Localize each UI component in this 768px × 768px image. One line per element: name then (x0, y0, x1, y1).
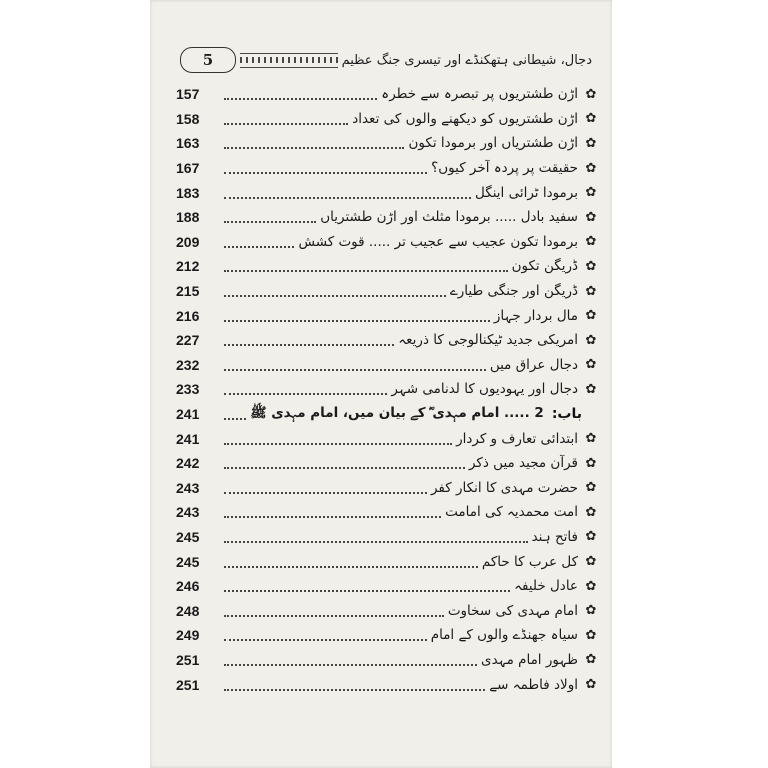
toc-page-number: 241 (176, 406, 200, 423)
toc-leader-dots (224, 334, 394, 346)
toc-entry-title: امریکی جدید ٹیکنالوجی کا ذریعہ (398, 332, 578, 349)
toc-page-number: 243 (176, 479, 200, 496)
flower-bullet-icon: ✿ (585, 234, 597, 250)
toc-page-number: 241 (176, 430, 200, 447)
toc-page-number: 188 (176, 209, 200, 226)
flower-bullet-icon: ✿ (585, 431, 597, 447)
toc-entry-title: اولاد فاطمہ سے (489, 676, 578, 693)
toc-entry-title: اڑن طشتریوں پر تبصرہ سے خطرہ (381, 86, 578, 103)
toc-page-number: 251 (176, 651, 200, 668)
toc-leader-dots (224, 629, 427, 641)
toc-leader-dots (224, 236, 294, 248)
flower-bullet-icon: ✿ (585, 455, 597, 471)
book-page (150, 0, 612, 768)
toc-entry-title: اڑن طشتریاں اور برمودا تکون (408, 135, 578, 152)
toc-page-number: 249 (176, 627, 200, 644)
toc-page-number: 251 (176, 676, 200, 693)
toc-leader-dots (224, 162, 427, 174)
flower-bullet-icon: ✿ (585, 578, 597, 594)
flower-bullet-icon: ✿ (585, 185, 597, 201)
flower-bullet-icon: ✿ (585, 283, 597, 299)
toc-leader-dots (224, 383, 387, 395)
toc-row (176, 254, 600, 279)
toc-row (176, 131, 600, 156)
toc-leader-dots (224, 580, 510, 592)
toc-leader-dots (224, 260, 508, 272)
toc-entry-title: ظہور امام مہدی (481, 651, 578, 668)
toc-leader-dots (224, 679, 485, 691)
flower-bullet-icon: ✿ (585, 111, 597, 127)
toc-page-number: 227 (176, 332, 200, 349)
flower-bullet-icon: ✿ (585, 332, 597, 348)
toc-row (176, 82, 600, 107)
toc-leader-dots (224, 433, 452, 445)
toc-row (176, 353, 600, 378)
flower-bullet-icon: ✿ (585, 381, 597, 397)
toc-leader-dots (224, 605, 444, 617)
toc-entry-title: امام مہدی کی سخاوت (447, 602, 578, 619)
toc-page-number: 157 (176, 86, 200, 103)
table-of-contents (176, 82, 600, 697)
toc-entry-title: سیاہ جھنڈے والوں کے امام (430, 627, 578, 644)
flower-bullet-icon: ✿ (585, 160, 597, 176)
book-title: دجال، شیطانی ہتھکنڈے اور تیسری جنگ عظیم (341, 52, 592, 68)
toc-entry-title: برمودا ٹرائی اینگل (475, 184, 578, 201)
toc-entry-title: ابتدائی تعارف و کردار (456, 430, 578, 447)
toc-entry-title: عادل خلیفہ (514, 578, 578, 595)
toc-page-number: 232 (176, 356, 200, 373)
toc-entry-title: قرآن مجید میں ذکر (468, 455, 578, 472)
toc-leader-dots (224, 285, 446, 297)
flower-bullet-icon: ✿ (585, 529, 597, 545)
toc-entry-title: دجال اور یہودیوں کا لدنامی شہر (391, 381, 578, 398)
toc-row (176, 648, 600, 673)
toc-page-number: 163 (176, 135, 200, 152)
toc-row (176, 328, 600, 353)
toc-leader-dots (224, 408, 246, 420)
flower-bullet-icon: ✿ (585, 308, 597, 324)
toc-row (176, 549, 600, 574)
toc-leader-dots (224, 310, 490, 322)
toc-row (176, 156, 600, 181)
toc-row (176, 180, 600, 205)
toc-leader-dots (224, 506, 441, 518)
toc-entry-title: ڈریگن اور جنگی طیارے (449, 283, 578, 300)
toc-leader-dots (224, 457, 465, 469)
toc-page-number: 248 (176, 602, 200, 619)
toc-entry-title: 2 ..... امام مہدی ؓ کے بیان میں، امام مہدی ﷺ (250, 405, 544, 422)
toc-page-number: 158 (176, 110, 200, 127)
toc-entry-title: ڈریگن تکون (511, 258, 578, 275)
toc-leader-dots (224, 482, 427, 494)
toc-row (176, 623, 600, 648)
toc-entry-title: حضرت مہدی کا انکار کفر (430, 479, 578, 496)
toc-leader-dots (224, 137, 404, 149)
page-number: 5 (180, 47, 236, 73)
toc-page-number: 183 (176, 184, 200, 201)
flower-bullet-icon: ✿ (585, 357, 597, 373)
flower-bullet-icon: ✿ (585, 86, 597, 102)
toc-entry-title: فاتح ہند (531, 528, 578, 545)
flower-bullet-icon: ✿ (585, 677, 597, 693)
toc-leader-dots (224, 654, 477, 666)
toc-page-number: 245 (176, 528, 200, 545)
toc-entry-title: سفید بادل ..... برمودا مثلث اور اڑن طشتریاں (320, 209, 578, 226)
toc-entry-title: اڑن طشتریوں کو دیکھنے والوں کی تعداد (352, 110, 578, 127)
toc-chapter-row (176, 402, 600, 427)
toc-page-number: 209 (176, 233, 200, 250)
toc-entry-title: دجال عراق میں (489, 356, 578, 373)
flower-bullet-icon: ✿ (585, 258, 597, 274)
toc-page-number: 212 (176, 258, 200, 275)
toc-leader-dots (224, 556, 478, 568)
toc-row (176, 377, 600, 402)
toc-row (176, 107, 600, 132)
toc-leader-dots (224, 113, 348, 125)
flower-bullet-icon: ✿ (585, 554, 597, 570)
header-ornament (240, 53, 338, 68)
toc-row (176, 451, 600, 476)
toc-entry-title: کل عرب کا حاکم (481, 553, 578, 570)
flower-bullet-icon: ✿ (585, 209, 597, 225)
toc-entry-title: حقیقت پر پردہ آخر کیوں؟ (431, 160, 578, 177)
toc-page-number: 242 (176, 455, 200, 472)
toc-row (176, 303, 600, 328)
toc-row (176, 574, 600, 599)
flower-bullet-icon: ✿ (585, 652, 597, 668)
toc-row (176, 205, 600, 230)
toc-row (176, 279, 600, 304)
toc-page-number: 233 (176, 381, 200, 398)
toc-row (176, 476, 600, 501)
toc-leader-dots (224, 531, 528, 543)
flower-bullet-icon: ✿ (585, 603, 597, 619)
toc-leader-dots (224, 187, 471, 199)
toc-row (176, 598, 600, 623)
toc-page-number: 243 (176, 504, 200, 521)
toc-leader-dots (224, 211, 316, 223)
flower-bullet-icon: ✿ (585, 480, 597, 496)
toc-entry-title: مال بردار جہاز (493, 307, 578, 324)
toc-leader-dots (224, 359, 486, 371)
toc-row (176, 230, 600, 255)
flower-bullet-icon: ✿ (585, 135, 597, 151)
flower-bullet-icon: ✿ (585, 627, 597, 643)
flower-bullet-icon: ✿ (585, 504, 597, 520)
page-header (180, 46, 592, 74)
toc-leader-dots (224, 88, 377, 100)
toc-entry-title: امت محمدیہ کی امامت (445, 504, 578, 521)
toc-page-number: 246 (176, 578, 200, 595)
toc-row (176, 500, 600, 525)
toc-page-number: 216 (176, 307, 200, 324)
chapter-label: باب: (551, 406, 582, 423)
toc-row (176, 672, 600, 697)
toc-page-number: 167 (176, 160, 200, 177)
toc-entry-title: برمودا تکون عجیب سے عجیب تر ..... قوت کشش (298, 233, 578, 250)
toc-page-number: 245 (176, 553, 200, 570)
toc-page-number: 215 (176, 283, 200, 300)
toc-row (176, 426, 600, 451)
toc-row (176, 525, 600, 550)
